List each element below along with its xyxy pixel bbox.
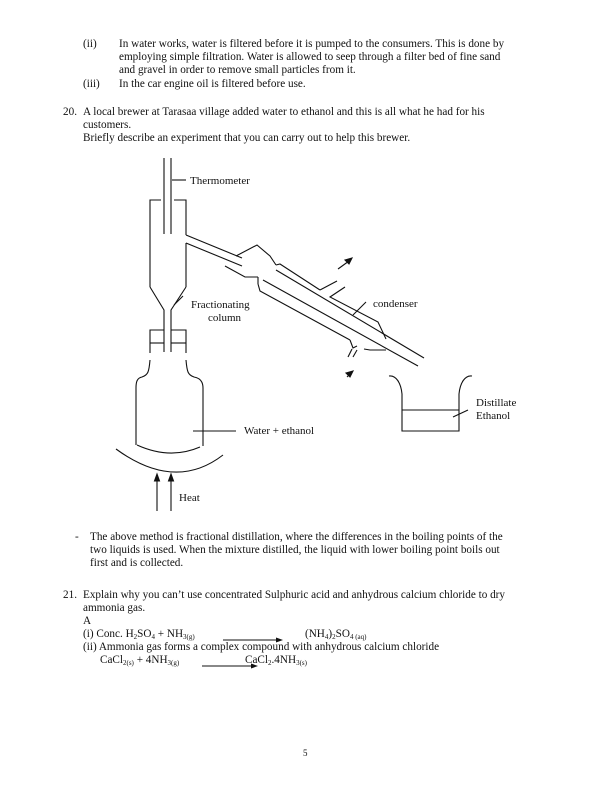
list-item-ii-line-2: employing simple filtration. Water is allowed to seep through a filter bed of fine sand: [119, 51, 501, 63]
equation-2-reactants: CaCl$_{2(s)}$ + $4NH_{3(g)}$: [100, 654, 180, 667]
q21-answer-label: A: [83, 615, 92, 627]
list-item-ii-line-1: In water works, water is filtered before it is pumped to the consumers. This is done by: [119, 38, 505, 50]
q20-line-3: Briefly describe an experiment that you can carry out to help this brewer.: [83, 132, 411, 144]
q20-number: 20.: [63, 106, 77, 118]
thermometer-icon: [164, 158, 186, 234]
q21-number: 21.: [63, 589, 77, 601]
stopper-icon: [150, 330, 186, 353]
flask-icon: [136, 360, 236, 453]
answer20-bullet: -: [75, 531, 79, 543]
side-arm-icon: [186, 235, 242, 266]
list-item-iii-line-1: In the car engine oil is filtered before use.: [119, 78, 306, 90]
receiver-beaker-icon: [389, 376, 472, 431]
heat-arrows-icon: [155, 474, 174, 511]
equation-1-reactants: (i) Conc. $H_2SO_4 + NH_{3(g)}$: [83, 628, 195, 641]
label-thermometer: Thermometer: [190, 175, 250, 187]
list-marker-ii: (ii): [83, 38, 97, 50]
label-condenser: condenser: [373, 298, 418, 310]
answer20-line-3: first and is collected.: [90, 557, 184, 569]
label-column: column: [208, 312, 241, 324]
list-item-ii-line-3: and gravel in order to remove small particles from it.: [119, 64, 356, 76]
fractionating-column-icon: [150, 200, 186, 352]
q21-line-1: Explain why you can’t use concentrated Sulphuric acid and anhydrous calcium chloride to dry: [83, 589, 505, 601]
label-fractionating: Fractionating: [191, 299, 250, 311]
answer20-line-1: The above method is fractional distillation, where the differences in the boiling points of the: [90, 531, 503, 543]
label-water-ethanol: Water + ethanol: [244, 425, 315, 437]
q21-line-ii: (ii) Ammonia gas forms a complex compound with anhydrous calcium chloride: [83, 641, 440, 653]
list-marker-iii: (iii): [83, 78, 100, 90]
label-ethanol: Ethanol: [476, 410, 511, 422]
q21-line-2: ammonia gas.: [83, 602, 146, 614]
equation-1-product: $(NH_4)_2SO_{4 (aq)}$: [305, 628, 367, 641]
answer20-line-2: two liquids is used. When the mixture distilled, the liquid with lower boiling point boils out: [90, 544, 500, 556]
q20-line-1: A local brewer at Tarasaa village added water to ethanol and this is all what he had for his: [83, 106, 485, 118]
label-distillate: Distillate: [476, 397, 517, 409]
equation-2-product: $CaCl_2.4NH_{3(s)}$: [245, 654, 307, 667]
condenser-icon: [225, 245, 424, 377]
q20-line-2: customers.: [83, 119, 132, 131]
page-number: 5: [303, 748, 308, 758]
label-heat: Heat: [179, 492, 200, 504]
